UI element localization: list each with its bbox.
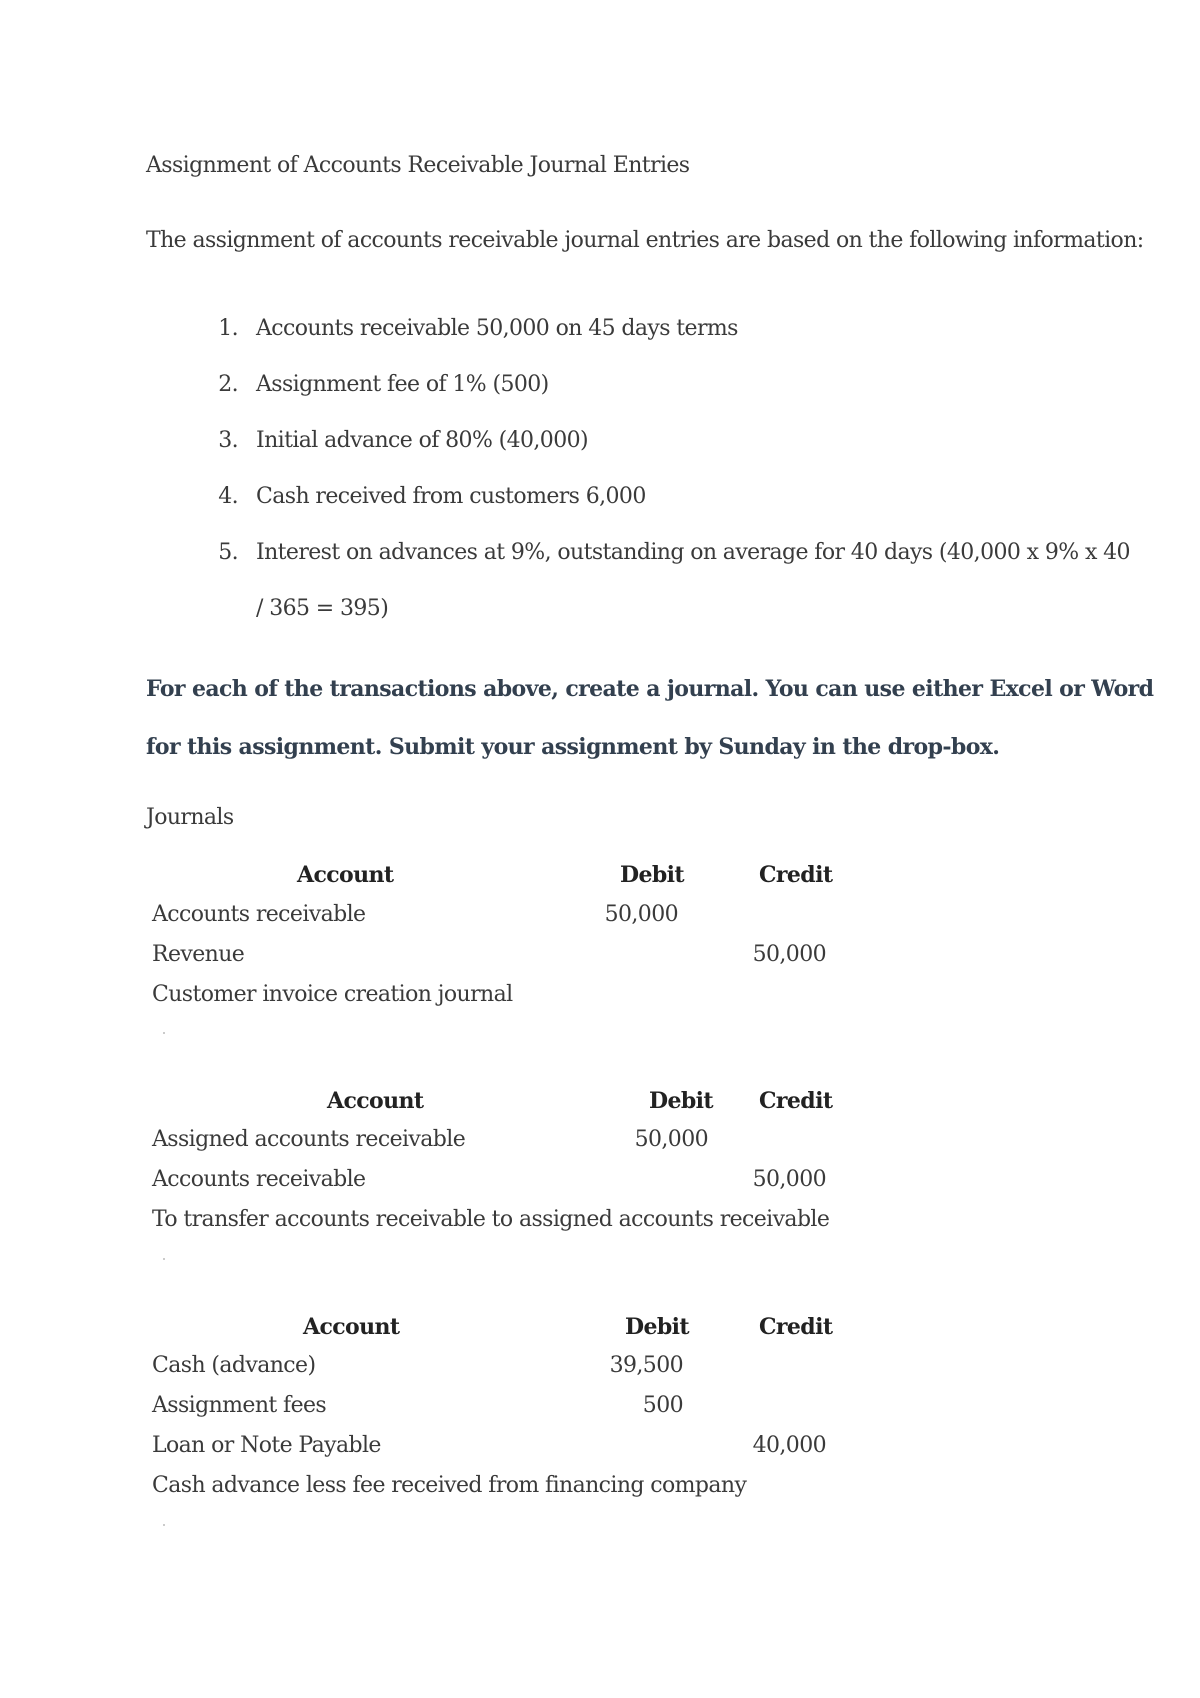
list-item: Accounts receivable 50,000 on 45 days terms: [256, 316, 738, 341]
row-account: Cash (advance): [152, 1353, 316, 1378]
header-account: Account: [327, 1088, 424, 1114]
row-account: Assignment fees: [152, 1393, 327, 1418]
list-number: 1.: [218, 316, 238, 341]
list-number: 2.: [218, 372, 238, 397]
paragraph-mark: [163, 1524, 165, 1526]
instruction-line-1: For each of the transactions above, create a journal. You can use either Excel or Word: [146, 676, 1154, 702]
list-item: Cash received from customers 6,000: [256, 484, 646, 509]
row-account: Loan or Note Payable: [152, 1433, 381, 1458]
paragraph-mark: [163, 1032, 165, 1034]
row-account: Accounts receivable: [152, 902, 366, 927]
list-item: Assignment fee of 1% (500): [256, 372, 549, 397]
row-debit: 50,000: [604, 902, 678, 927]
document-title: Assignment of Accounts Receivable Journal Entries: [146, 153, 690, 178]
row-debit: 500: [642, 1393, 683, 1418]
header-debit: Debit: [649, 1088, 713, 1114]
header-account: Account: [297, 862, 394, 888]
header-credit: Credit: [759, 1314, 833, 1340]
journal-memo: Cash advance less fee received from financing company: [152, 1473, 747, 1498]
header-debit: Debit: [620, 862, 684, 888]
header-credit: Credit: [759, 862, 833, 888]
list-item-continuation: / 365 = 395): [256, 596, 389, 621]
list-number: 3.: [218, 428, 238, 453]
list-item: Initial advance of 80% (40,000): [256, 428, 588, 453]
list-number: 4.: [218, 484, 238, 509]
journals-heading: Journals: [146, 805, 234, 830]
paragraph-mark: [163, 1258, 165, 1260]
journal-memo: Customer invoice creation journal: [152, 982, 513, 1007]
row-debit: 39,500: [609, 1353, 683, 1378]
row-account: Accounts receivable: [152, 1167, 366, 1192]
header-debit: Debit: [625, 1314, 689, 1340]
header-credit: Credit: [759, 1088, 833, 1114]
journal-memo: To transfer accounts receivable to assigned accounts receivable: [152, 1207, 830, 1232]
header-account: Account: [303, 1314, 400, 1340]
intro-paragraph: The assignment of accounts receivable journal entries are based on the following information:: [146, 228, 1144, 253]
row-debit: 50,000: [634, 1127, 708, 1152]
list-number: 5.: [218, 540, 238, 565]
row-account: Assigned accounts receivable: [152, 1127, 466, 1152]
row-credit: 40,000: [752, 1433, 826, 1458]
list-item: Interest on advances at 9%, outstanding on average for 40 days (40,000 x 9% x 40: [256, 540, 1130, 565]
row-credit: 50,000: [752, 1167, 826, 1192]
row-credit: 50,000: [752, 942, 826, 967]
instruction-line-2: for this assignment. Submit your assignment by Sunday in the drop-box.: [146, 734, 1000, 760]
row-account: Revenue: [152, 942, 245, 967]
